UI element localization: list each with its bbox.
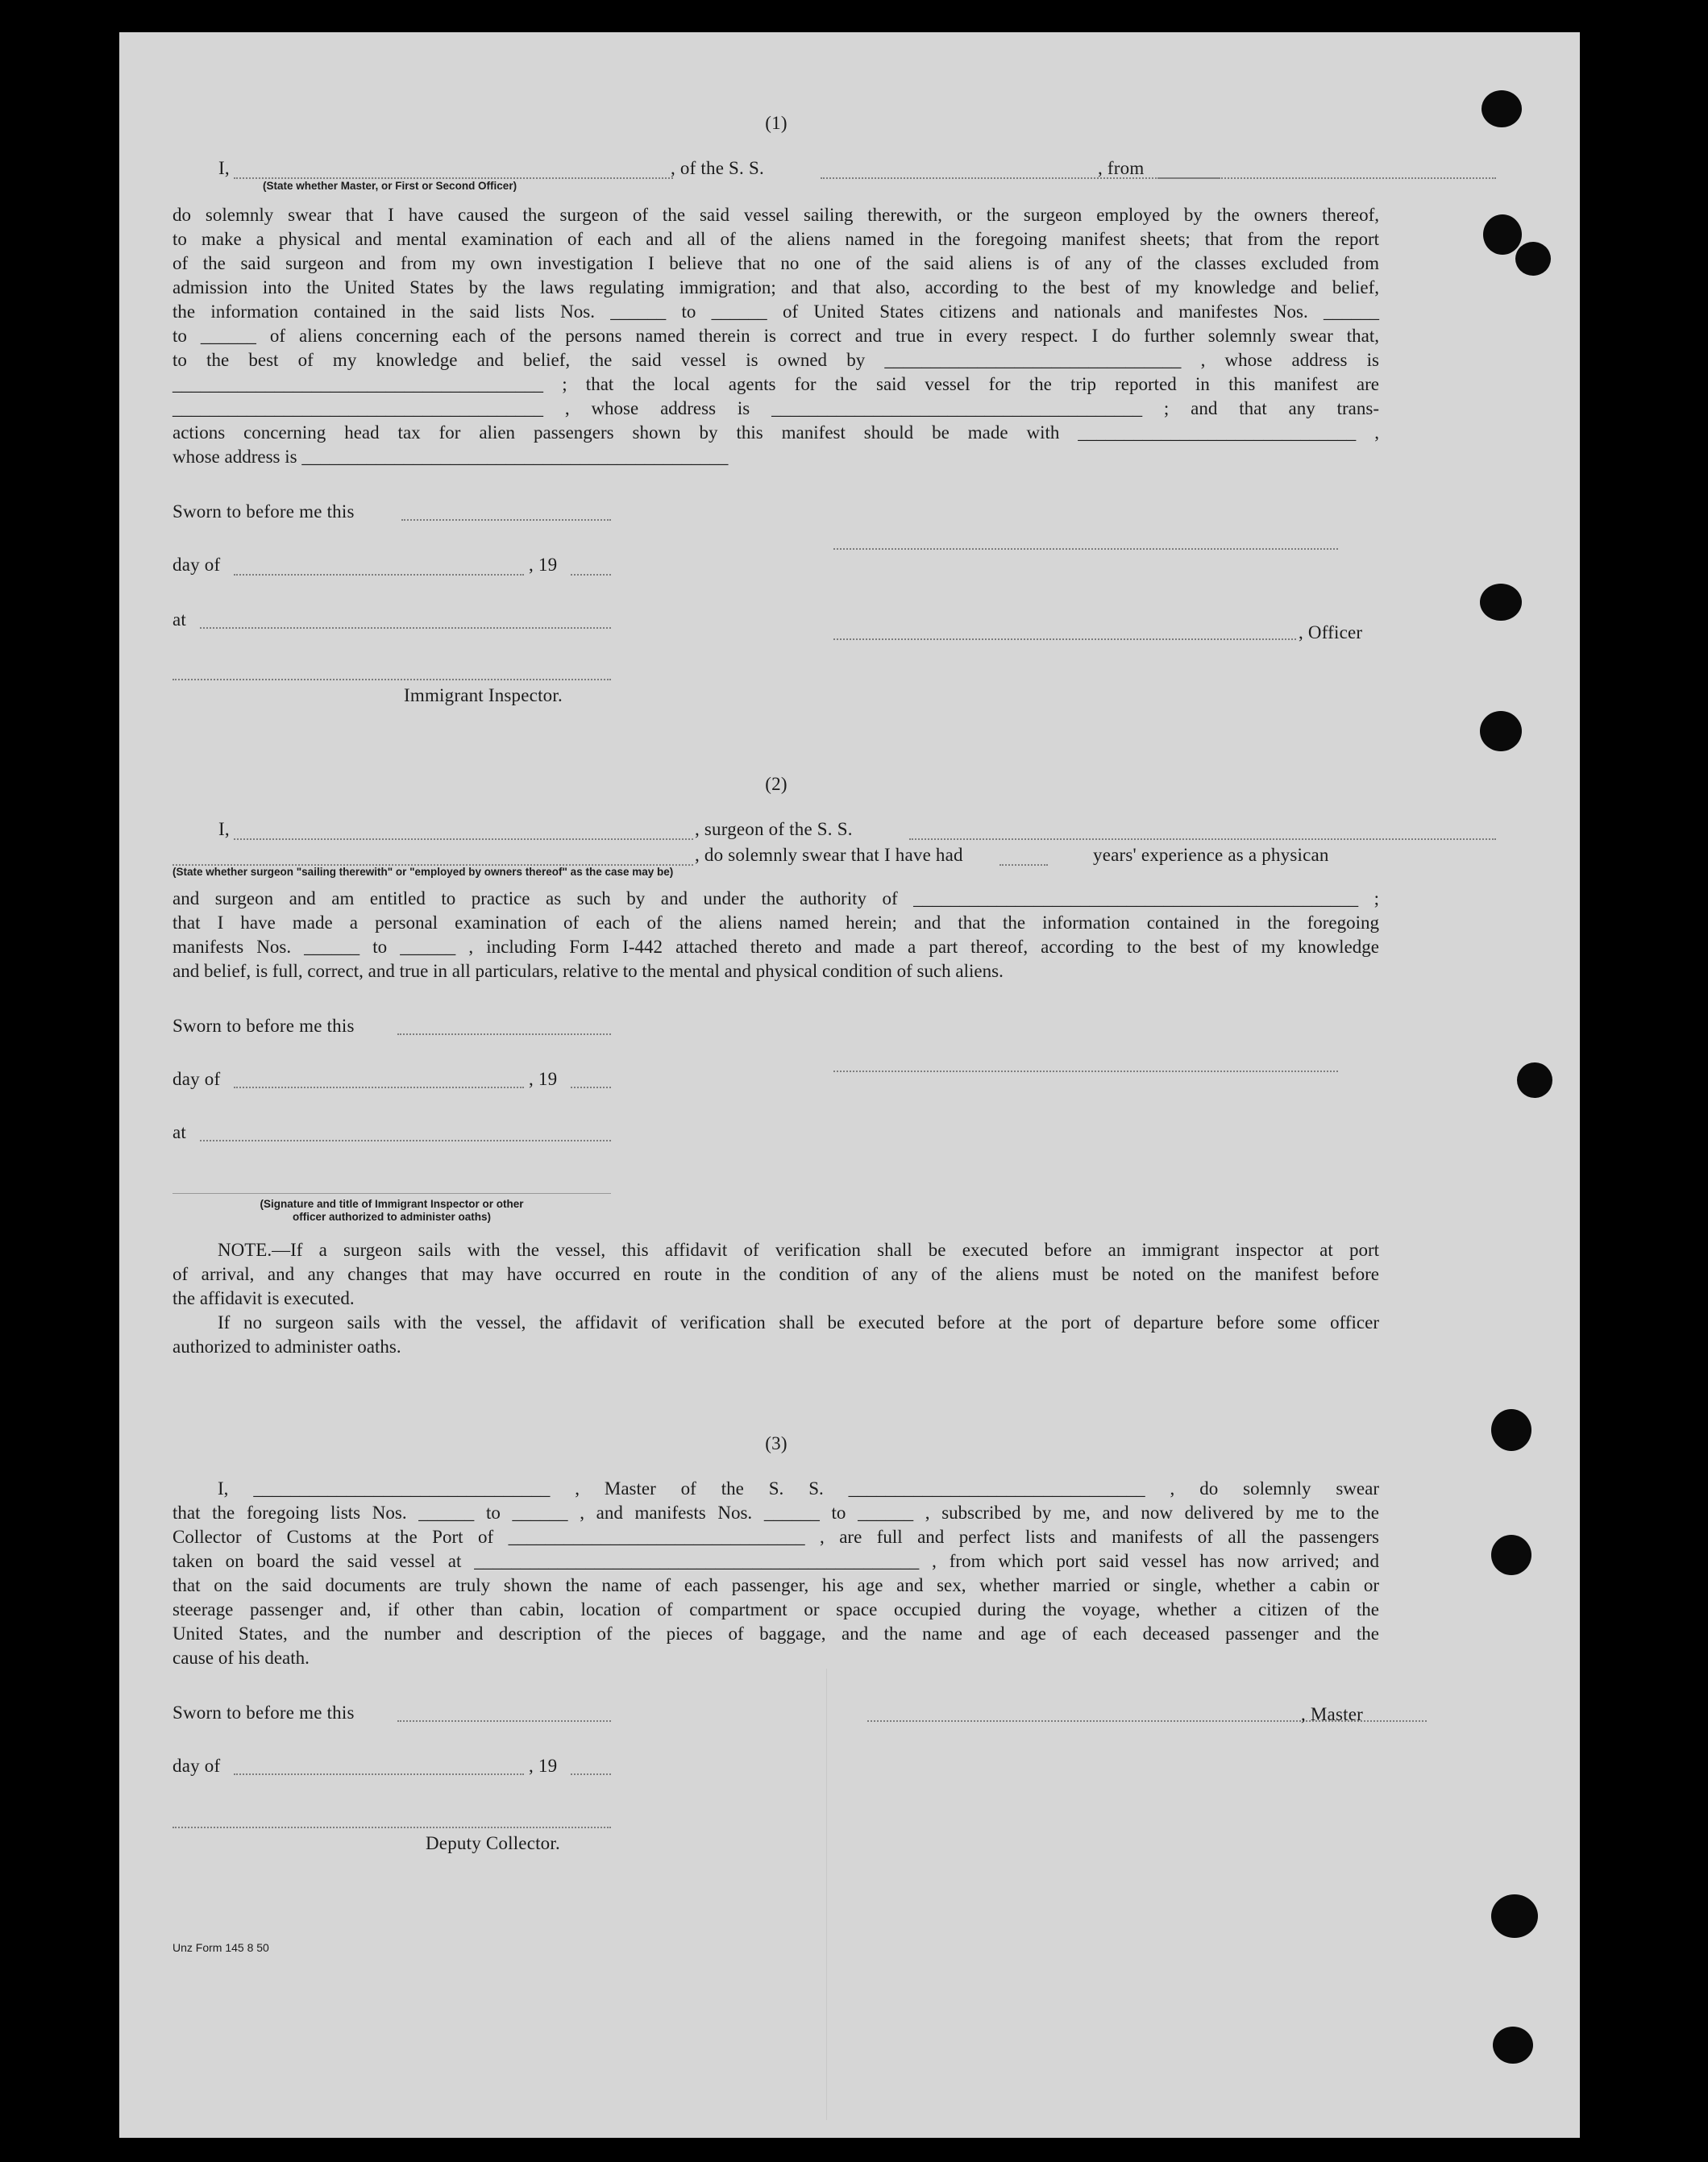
s1-para-line-7: to the best of my knowledge and belief, the said vessel is owned by ________________________________ , whose address is	[172, 350, 1379, 370]
s3-para-line-7: United States, and the number and description of the pieces of baggage, and the name and age of each deceased passenger and the	[172, 1624, 1379, 1644]
s1-para-line-11: whose address is ______________________________________________	[172, 447, 729, 467]
s3-deputy-sign-line[interactable]	[172, 1827, 611, 1828]
punch-hole	[1483, 214, 1522, 255]
s2-years-label: years' experience as a physican	[1093, 845, 1329, 865]
note-p1-line-2: of arrival, and any changes that may have occurred en route in the condition of any of the aliens must be noted on the manifest before	[172, 1264, 1379, 1284]
s1-para-line-10: actions concerning head tax for alien passengers shown by this manifest should be made with ______________________________ ,	[172, 422, 1379, 443]
s1-year-line[interactable]	[571, 574, 611, 576]
s1-day-line[interactable]	[234, 574, 524, 576]
s1-at-label: at	[172, 609, 186, 630]
s2-day-of-label: day of	[172, 1069, 221, 1089]
note-p1-line-1: NOTE.—If a surgeon sails with the vessel, this affidavit of verification shall be executed before an immigrant inspector at port	[218, 1240, 1379, 1260]
s2-para-line-1: and surgeon and am entitled to practice as such by and under the authority of ________________________________________________ ;	[172, 888, 1379, 908]
s3-para-line-2: that the foregoing lists Nos. ______ to ______ , and manifests Nos. ______ to ______ , subscribed by me, and now delivered by me to the	[172, 1503, 1379, 1523]
section-2-number: (2)	[765, 774, 788, 794]
s1-para-line-3: of the said surgeon and from my own investigation I believe that no one of the said aliens is of any of the classes excluded from	[172, 253, 1379, 273]
s2-inspector-sign-line[interactable]	[172, 1193, 611, 1194]
note-p1-line-3: the affidavit is executed.	[172, 1288, 355, 1308]
s2-years-line[interactable]	[999, 864, 1048, 866]
punch-hole	[1480, 584, 1522, 621]
s1-from-line[interactable]	[1157, 177, 1496, 179]
punch-hole	[1491, 1409, 1531, 1451]
s3-sworn-line[interactable]	[397, 1720, 611, 1722]
punch-hole	[1493, 2027, 1533, 2064]
s2-swear-label: , do solemnly swear that I have had	[695, 845, 963, 865]
s2-ship-name-line[interactable]	[909, 838, 1496, 840]
s2-i-label: I,	[218, 819, 230, 839]
s1-of-ss-label: , of the S. S.	[671, 158, 764, 178]
s1-year-label: , 19	[529, 555, 558, 575]
s3-master-label: , Master	[1301, 1704, 1363, 1724]
s3-para-line-8: cause of his death.	[172, 1648, 310, 1668]
s3-year-line[interactable]	[571, 1773, 611, 1775]
fold-crease	[826, 1669, 827, 2120]
s2-surgeon-of-label: , surgeon of the S. S.	[695, 819, 853, 839]
form-number: Unz Form 145 8 50	[172, 1941, 269, 1954]
s2-day-line[interactable]	[234, 1087, 524, 1088]
s1-signature-line[interactable]	[833, 548, 1338, 550]
s1-para-line-2: to make a physical and mental examination of each and all of the aliens named in the foregoing manifest sheets; that from the report	[172, 229, 1379, 249]
s1-inspector-sign-line[interactable]	[172, 679, 611, 680]
s1-officer-label: , Officer	[1299, 622, 1363, 642]
s3-para-line-5: that on the said documents are truly shown the name of each passenger, his age and sex, whether married or single, whether a cabin or	[172, 1575, 1379, 1595]
s1-at-line[interactable]	[200, 627, 611, 629]
punch-hole	[1491, 1894, 1538, 1938]
s2-sworn-line[interactable]	[397, 1033, 611, 1035]
s1-officer-sign-line[interactable]	[833, 638, 1296, 640]
s3-para-line-3: Collector of Customs at the Port of ________________________________ , are full and perfect lists and manifests of all the passengers	[172, 1527, 1379, 1547]
s3-day-of-label: day of	[172, 1756, 221, 1776]
s1-day-of-label: day of	[172, 555, 221, 575]
s2-year-label: , 19	[529, 1069, 558, 1089]
s2-sig-hint-2: officer authorized to administer oaths)	[292, 1211, 492, 1223]
punch-hole	[1482, 90, 1522, 127]
s2-para-line-2: that I have made a personal examination of each of the aliens named herein; and that the information contained in the foregoing	[172, 913, 1379, 933]
s2-sworn-label: Sworn to before me this	[172, 1016, 355, 1036]
s2-at-label: at	[172, 1122, 186, 1142]
punch-hole	[1491, 1535, 1531, 1575]
s2-surgeon-hint: (State whether surgeon "sailing therewith" or "employed by owners thereof" as the case may be)	[172, 866, 674, 878]
s2-year-line[interactable]	[571, 1087, 611, 1088]
s1-para-line-4: admission into the United States by the laws regulating immigration; and that also, according to the best of my knowledge and belief,	[172, 277, 1379, 297]
s1-officer-hint: (State whether Master, or First or Second Officer)	[263, 180, 517, 192]
punch-hole	[1515, 242, 1551, 276]
s2-sig-hint-1: (Signature and title of Immigrant Inspector or other	[260, 1198, 524, 1210]
s2-signature-line[interactable]	[833, 1071, 1338, 1072]
note-p2-line-2: authorized to administer oaths.	[172, 1337, 401, 1357]
s1-sworn-line[interactable]	[401, 519, 611, 521]
s2-surgeon-name-line[interactable]	[234, 838, 693, 840]
punch-hole	[1480, 711, 1522, 751]
s2-at-line[interactable]	[200, 1140, 611, 1141]
s1-para-line-1: do solemnly swear that I have caused the surgeon of the said vessel sailing therewith, or the surgeon employed by the owners thereof,	[172, 205, 1379, 225]
s3-para-line-4: taken on board the said vessel at ________________________________________________ , from which port said vessel has now arrived; and	[172, 1551, 1379, 1571]
s1-i-label: I,	[218, 158, 230, 178]
section-1-number: (1)	[765, 113, 788, 133]
punch-hole	[1517, 1062, 1552, 1098]
s2-para-line-3: manifests Nos. ______ to ______ , including Form I-442 attached thereto and made a part thereof, according to the best of my knowledge	[172, 937, 1379, 957]
s3-day-line[interactable]	[234, 1773, 524, 1775]
s1-from-label: , from	[1098, 158, 1145, 178]
section-3-number: (3)	[765, 1433, 788, 1453]
s3-para-line-6: steerage passenger and, if other than cabin, location of compartment or space occupied during the voyage, whether a citizen of the	[172, 1599, 1379, 1619]
s3-deputy-label: Deputy Collector.	[426, 1833, 560, 1853]
s1-sworn-label: Sworn to before me this	[172, 501, 355, 522]
s1-para-line-8: ________________________________________ ; that the local agents for the said vessel for the trip reported in this manifest are	[172, 374, 1379, 394]
s1-officer-name-line[interactable]	[234, 177, 673, 179]
s1-inspector-label: Immigrant Inspector.	[404, 685, 563, 705]
s3-para-line-1: I, ________________________________ , Master of the S. S. ________________________________ , do solemnly swear	[218, 1478, 1379, 1499]
note-p2-line-1: If no surgeon sails with the vessel, the affidavit of verification shall be executed before at the port of departure before some officer	[218, 1312, 1379, 1333]
s3-sworn-label: Sworn to before me this	[172, 1703, 355, 1723]
s1-para-line-5: the information contained in the said lists Nos. ______ to ______ of United States citizens and nationals and manifestes Nos. ______	[172, 301, 1379, 322]
form-sheet	[119, 32, 1580, 2138]
s2-para-line-4: and belief, is full, correct, and true in all particulars, relative to the mental and physical condition of such aliens.	[172, 961, 1004, 981]
s1-para-line-6: to ______ of aliens concerning each of the persons named therein is correct and true in every respect. I do further solemnly swear that,	[172, 326, 1379, 346]
s3-year-label: , 19	[529, 1756, 558, 1776]
s1-para-line-9: ________________________________________ , whose address is ________________________________________ ; and that any trans-	[172, 398, 1379, 418]
